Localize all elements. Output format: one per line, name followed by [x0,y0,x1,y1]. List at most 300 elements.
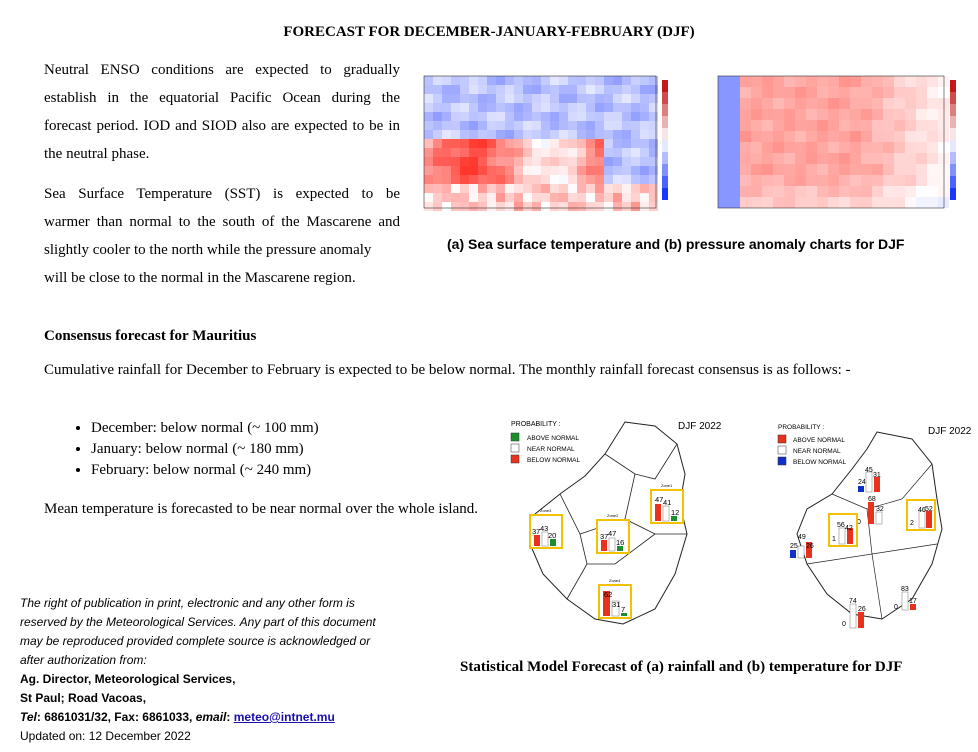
colorbar-cell [950,152,956,164]
rain-map-label: DJF 2022 [678,421,722,432]
anomaly-cell [550,112,559,121]
anomaly-cell [916,109,927,120]
anomaly-cell [839,120,850,131]
anomaly-cell [839,87,850,98]
temp-legend-near: NEAR NORMAL [793,448,841,455]
anomaly-cell [559,103,568,112]
anomaly-cell [938,142,949,153]
anomaly-cell [938,186,949,197]
anomaly-cell [613,148,622,157]
anomaly-cell [424,85,433,94]
anomaly-cell [740,153,751,164]
anomaly-cell [718,153,729,164]
anomaly-cell [577,148,586,157]
anomaly-cell [532,85,541,94]
anomaly-cell [861,98,872,109]
anomaly-cell [916,142,927,153]
anomaly-cell [850,120,861,131]
anomaly-cell [451,130,460,139]
temp-zone-southeast-near: 17 [909,598,917,605]
anomaly-cell [496,139,505,148]
anomaly-cell [451,148,460,157]
anomaly-cell [505,94,514,103]
anomaly-cell [927,98,938,109]
mean-temperature-text: Mean temperature is forecasted to be near normal over the whole island. [44,501,478,517]
anomaly-cell [505,139,514,148]
anomaly-cell [773,98,784,109]
anomaly-cell [784,131,795,142]
anomaly-cell [550,184,559,193]
anomaly-cell [762,109,773,120]
anomaly-cell [433,166,442,175]
anomaly-cell [460,112,469,121]
anomaly-cell [496,103,505,112]
anomaly-cell [872,153,883,164]
anomaly-cell [532,166,541,175]
anomaly-cell [514,121,523,130]
anomaly-cell [817,197,828,208]
anomaly-cell [514,166,523,175]
tel-fax: : 6861031/32, Fax: 6861033, [36,710,196,724]
temp-zone-south-below: 0 [842,621,846,628]
anomaly-cell [550,166,559,175]
anomaly-cell [586,184,595,193]
anomaly-cell [613,130,622,139]
anomaly-cell [460,139,469,148]
updated-date: Updated on: 12 December 2022 [20,729,191,743]
anomaly-cell [613,94,622,103]
anomaly-cell [894,98,905,109]
anomaly-cell [505,112,514,121]
anomaly-cell [640,139,649,148]
anomaly-cell [927,175,938,186]
anomaly-cell [762,164,773,175]
anomaly-cell [740,131,751,142]
anomaly-cell [577,184,586,193]
anomaly-cell [751,131,762,142]
anomaly-cell [872,197,883,208]
anomaly-cell [487,193,496,202]
anomaly-cell [505,184,514,193]
rain-zone-2-above: 37 [600,532,609,541]
anomaly-cell [577,157,586,166]
anomaly-cell [938,175,949,186]
anomaly-cell [460,121,469,130]
anomaly-cell [762,120,773,131]
anomaly-cell [817,164,828,175]
anomaly-cell [559,157,568,166]
anomaly-cell [532,130,541,139]
anomaly-cell [613,76,622,85]
anomaly-cell [762,98,773,109]
anomaly-cell [451,175,460,184]
rain-zone-4-name: Zone4 [609,578,621,583]
anomaly-cell [442,157,451,166]
anomaly-cell [442,94,451,103]
anomaly-cell [839,197,850,208]
sst-anomaly-map [412,72,684,222]
anomaly-cell [927,120,938,131]
anomaly-cell [487,103,496,112]
anomaly-cell [424,139,433,148]
anomaly-cell [784,120,795,131]
rain-legend-below: BELOW NORMAL [527,457,581,464]
anomaly-cell [784,186,795,197]
anomaly-cell [559,202,568,211]
anomaly-cell [586,112,595,121]
temp-zone-central-above: 68 [868,496,876,503]
anomaly-cell [442,184,451,193]
anomaly-cell [828,87,839,98]
colorbar-cell [662,164,668,176]
anomaly-cell [514,184,523,193]
colorbar-cell [950,128,956,140]
anomaly-cell [541,193,550,202]
anomaly-cell [905,164,916,175]
anomaly-cell [469,175,478,184]
anomaly-cell [568,157,577,166]
anomaly-cell [613,103,622,112]
anomaly-cell [577,166,586,175]
anomaly-cell [740,197,751,208]
consensus-heading: Consensus forecast for Mauritius [44,328,257,344]
anomaly-cell [762,197,773,208]
temp-zone-north-above: 45 [865,467,873,474]
anomaly-cell [487,121,496,130]
anomaly-cell [568,121,577,130]
anomaly-cell [523,112,532,121]
anomaly-cell [478,139,487,148]
anomaly-cell [927,142,938,153]
anomaly-cell [595,157,604,166]
anomaly-cell [784,87,795,98]
temp-zone-southeast-above: 83 [901,586,909,593]
anomaly-cell [568,166,577,175]
anomaly-cell [424,202,433,211]
anomaly-cell [883,164,894,175]
anomaly-cell [740,164,751,175]
anomaly-cell [905,142,916,153]
cumulative-rainfall-text: Cumulative rainfall for December to February is expected to be below normal. The monthly rainfall forecast consensus is as follows: - [44,362,851,378]
anomaly-cell [872,131,883,142]
anomaly-cell [568,202,577,211]
anomaly-cell [442,103,451,112]
colorbar-cell [662,128,668,140]
anomaly-cell [604,157,613,166]
anomaly-cell [649,130,658,139]
colorbar-cell [662,116,668,128]
rain-zone-3-box [530,508,562,548]
anomaly-cell [433,175,442,184]
temp-legend-below: BELOW NORMAL [793,459,847,466]
rain-zone-3-near: 43 [540,524,549,533]
intro-paragraph-2-line-1: Sea Surface Temperature (SST) is expected to be [44,186,400,202]
anomaly-cell [762,142,773,153]
anomaly-cell [773,87,784,98]
anomaly-cell [622,157,631,166]
rain-zone-2-box [597,513,629,553]
anomaly-cell [883,76,894,87]
anomaly-cell [795,98,806,109]
anomaly-cell [469,103,478,112]
anomaly-cell [595,139,604,148]
anomaly-cell [938,120,949,131]
anomaly-cell [460,184,469,193]
anomaly-cell [433,112,442,121]
anomaly-cell [927,87,938,98]
anomaly-cell [433,139,442,148]
anomaly-cell [613,166,622,175]
anomaly-cell [469,184,478,193]
anomaly-cell [861,120,872,131]
anomaly-cell [541,121,550,130]
anomaly-cell [740,76,751,87]
anomaly-cell [532,193,541,202]
anomaly-cell [916,153,927,164]
anomaly-cell [523,184,532,193]
anomaly-cell [622,202,631,211]
anomaly-cell [850,76,861,87]
anomaly-cell [469,112,478,121]
anomaly-cell [478,157,487,166]
anomaly-cell [577,85,586,94]
temp-zone-east-box [907,500,935,530]
colorbar-cell [662,140,668,152]
anomaly-cell [541,130,550,139]
anomaly-cell [559,121,568,130]
anomaly-cell [729,153,740,164]
temp-zone-west-above: 49 [798,534,806,541]
anomaly-cell [532,184,541,193]
pressure-anomaly-map [706,72,972,222]
anomaly-cell [905,153,916,164]
anomaly-cell [806,164,817,175]
anomaly-cell [883,153,894,164]
anomaly-cell [640,76,649,85]
anomaly-cell [505,130,514,139]
anomaly-cell [505,76,514,85]
anomaly-cell [496,121,505,130]
anomaly-cell [649,175,658,184]
anomaly-cell [872,175,883,186]
anomaly-cell [773,197,784,208]
anomaly-cell [718,109,729,120]
anomaly-cell [487,166,496,175]
anomaly-cell [460,148,469,157]
anomaly-cell [640,121,649,130]
anomaly-cell [817,142,828,153]
anomaly-cell [469,121,478,130]
rain-zone-2-below: 16 [616,538,625,547]
anomaly-cell [839,164,850,175]
anomaly-cell [541,94,550,103]
anomaly-cell [460,103,469,112]
anomaly-cell [861,164,872,175]
intro-paragraph-2-line-2: warmer than normal to the south of the Mascarene and [44,214,400,230]
anomaly-cell [577,130,586,139]
anomaly-cell [894,142,905,153]
anomaly-cell [487,157,496,166]
anomaly-cell [577,202,586,211]
anomaly-cell [586,193,595,202]
anomaly-cell [424,175,433,184]
anomaly-cell [505,175,514,184]
anomaly-cell [718,120,729,131]
anomaly-cell [460,157,469,166]
temp-zone-centre-west-near: 42 [845,525,853,532]
temp-zone-east-above: 46 [918,507,926,514]
anomaly-cell [640,103,649,112]
colorbar-cell [950,80,956,92]
anomaly-cell [460,76,469,85]
anomaly-cell [817,120,828,131]
anomaly-cell [514,202,523,211]
anomaly-cell [451,193,460,202]
anomaly-cell [460,85,469,94]
anomaly-cell [631,139,640,148]
anomaly-cell [478,184,487,193]
anomaly-cell [631,193,640,202]
anomaly-cell [469,193,478,202]
anomaly-cell [514,76,523,85]
anomaly-cell [586,166,595,175]
anomaly-cell [523,121,532,130]
anomaly-cell [784,76,795,87]
anomaly-cell [487,76,496,85]
anomaly-cell [762,175,773,186]
anomaly-cell [496,94,505,103]
anomaly-cell [622,193,631,202]
temp-zone-centre-west-below: 1 [832,536,836,543]
intro-paragraph-1: Neutral ENSO conditions are expected to gradually establish in the equatorial Pacific Ocean during the forecast period. IOD and SIOD also are expected to be in the neutral phase. [44,62,400,162]
anomaly-cell [505,148,514,157]
anomaly-cell [640,130,649,139]
rain-zone-1-above: 47 [655,495,664,504]
anomaly-cell [916,131,927,142]
anomaly-cell [595,166,604,175]
colorbar-cell [662,188,668,200]
anomaly-cell [839,186,850,197]
anomaly-cell [604,112,613,121]
anomaly-cell [839,142,850,153]
anomaly-cell [729,142,740,153]
colorbar-cell [950,92,956,104]
anomaly-cell [505,202,514,211]
anomaly-cell [927,153,938,164]
anomaly-cell [496,112,505,121]
anomaly-cell [523,193,532,202]
anomaly-cell [938,98,949,109]
rain-legend-title: PROBABILITY : [511,421,561,428]
anomaly-cell [762,76,773,87]
anomaly-cell [550,94,559,103]
anomaly-cell [595,112,604,121]
colorbar-cell [662,92,668,104]
anomaly-cell [442,76,451,85]
anomaly-cell [595,175,604,184]
anomaly-cell [532,175,541,184]
anomaly-cell [568,85,577,94]
anomaly-cell [640,148,649,157]
anomaly-cell [532,112,541,121]
anomaly-cell [784,164,795,175]
anomaly-cell [595,148,604,157]
anomaly-cell [640,175,649,184]
anomaly-cell [649,148,658,157]
anomaly-cell [894,175,905,186]
temp-legend-above-swatch [778,435,786,443]
anomaly-cell [442,202,451,211]
rain-zone-4-box [599,578,631,618]
anomaly-cell [872,120,883,131]
anomaly-cell [487,94,496,103]
anomaly-cell [861,109,872,120]
anomaly-cell [905,197,916,208]
rain-zone-4-below: 7 [621,605,626,614]
anomaly-cell [451,85,460,94]
anomaly-cell [872,164,883,175]
anomaly-cell [773,142,784,153]
anomaly-cell [839,153,850,164]
anomaly-cell [872,76,883,87]
anomaly-cell [622,94,631,103]
anomaly-cell [817,98,828,109]
anomaly-cell [916,164,927,175]
anomaly-cell [729,120,740,131]
anomaly-cell [613,193,622,202]
anomaly-cell [773,109,784,120]
anomaly-cell [595,130,604,139]
rain-zone-3-above: 37 [532,527,541,536]
anomaly-cell [586,139,595,148]
anomaly-cell [478,193,487,202]
rain-zone-1-below: 12 [671,508,680,517]
anomaly-cell [586,175,595,184]
anomaly-cell [604,139,613,148]
colorbar-cell [662,104,668,116]
anomaly-cell [718,131,729,142]
anomaly-cell [451,166,460,175]
anomaly-cell [424,193,433,202]
anomaly-cell [894,131,905,142]
anomaly-cell [568,103,577,112]
anomaly-cell [916,197,927,208]
anomaly-cell [604,175,613,184]
anomaly-cell [442,85,451,94]
anomaly-cell [718,142,729,153]
anomaly-cell [559,139,568,148]
anomaly-cell [622,76,631,85]
tel-label: Tel [20,710,37,724]
anomaly-cell [622,166,631,175]
anomaly-cell [577,121,586,130]
rainfall-forecast-map [505,414,735,629]
anomaly-cell [514,103,523,112]
anomaly-cell [505,85,514,94]
figure-a-caption: (a) Sea surface temperature and (b) pressure anomaly charts for DJF [447,236,905,252]
anomaly-cell [550,130,559,139]
anomaly-cell [718,175,729,186]
anomaly-cell [751,197,762,208]
anomaly-cell [469,85,478,94]
colorbar-cell [662,176,668,188]
email-link[interactable]: meteo@intnet.mu [233,710,335,724]
anomaly-cell [433,193,442,202]
anomaly-cell [817,87,828,98]
anomaly-cell [604,202,613,211]
anomaly-cell [487,184,496,193]
anomaly-cell [649,184,658,193]
